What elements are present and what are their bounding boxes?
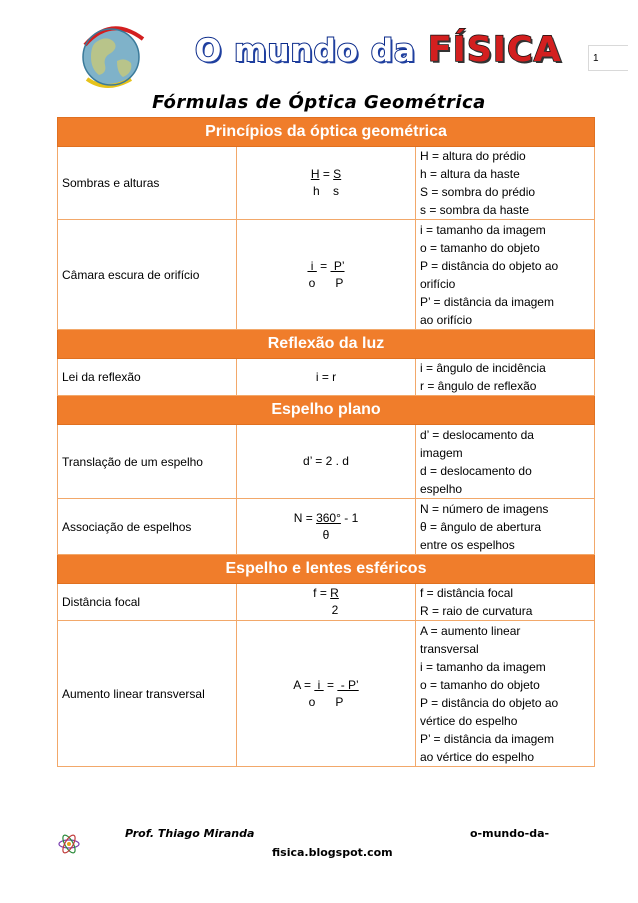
legend-line: espelho bbox=[420, 481, 463, 496]
formula-denominator: o P bbox=[308, 694, 344, 709]
site-url-line2: fisica.blogspot.com bbox=[272, 846, 393, 859]
formula-denominator: o P bbox=[308, 275, 344, 290]
page-number: 1 bbox=[588, 45, 628, 71]
formula-operator: - 1 bbox=[340, 510, 359, 525]
legend-line: vértice do espelho bbox=[420, 713, 518, 728]
site-url-line1: o-mundo-da- bbox=[470, 827, 550, 840]
formula-cell bbox=[237, 621, 416, 767]
legend-line: P’ = distância da imagem bbox=[420, 294, 554, 309]
legend-line: ao vértice do espelho bbox=[420, 749, 535, 764]
table-row bbox=[58, 621, 595, 767]
formula-legend bbox=[416, 220, 595, 330]
formula-cell: i = r bbox=[237, 359, 416, 396]
brand-text-part2: FÍSICA bbox=[427, 30, 562, 70]
formula-operator: = bbox=[323, 677, 338, 692]
formula-cell: d’ = 2 . d bbox=[237, 425, 416, 499]
formula-denominator: h s bbox=[312, 184, 339, 198]
table-row bbox=[58, 220, 595, 330]
formula-legend bbox=[416, 359, 595, 396]
author-name: Prof. Thiago Miranda bbox=[125, 827, 255, 840]
section-title: Espelho plano bbox=[58, 396, 595, 425]
formula-cell bbox=[237, 584, 416, 621]
legend-line: A = aumento linear bbox=[420, 623, 521, 638]
legend-line: imagem bbox=[420, 445, 463, 460]
formula-term: P’ bbox=[330, 258, 345, 273]
table-row bbox=[58, 584, 595, 621]
formula-name: Lei da reflexão bbox=[58, 359, 237, 396]
formula-operator: A = bbox=[293, 677, 315, 692]
formula-legend bbox=[416, 584, 595, 621]
table-row bbox=[58, 147, 595, 220]
formula-name: Translação de um espelho bbox=[58, 425, 237, 499]
formula-denominator: θ bbox=[322, 527, 330, 542]
legend-line: P’ = distância da imagem bbox=[420, 731, 554, 746]
formula-legend bbox=[416, 499, 595, 555]
atom-icon bbox=[58, 833, 80, 855]
formula-name: Sombras e alturas bbox=[58, 147, 237, 220]
formula-legend bbox=[416, 621, 595, 767]
section-title: Princípios da óptica geométrica bbox=[58, 118, 595, 147]
formula-term: H bbox=[310, 167, 320, 181]
section-title: Reflexão da luz bbox=[58, 330, 595, 359]
formula-cell bbox=[237, 220, 416, 330]
legend-line: h = altura da haste bbox=[420, 167, 520, 181]
table-row bbox=[58, 359, 595, 396]
formula-numerator bbox=[241, 166, 411, 183]
legend-line: H = altura do prédio bbox=[420, 149, 526, 163]
brand-text-part1: O mundo da bbox=[195, 33, 428, 69]
section-header-row bbox=[58, 330, 595, 359]
formula-name: Câmara escura de orifício bbox=[58, 220, 237, 330]
formula-numerator bbox=[241, 510, 411, 527]
table-row bbox=[58, 499, 595, 555]
formula-operator: f = bbox=[313, 586, 331, 600]
formula-name: Aumento linear transversal bbox=[58, 621, 237, 767]
legend-line: R = raio de curvatura bbox=[420, 604, 533, 618]
formula-operator: = bbox=[319, 167, 334, 181]
legend-line: P = distância do objeto ao bbox=[420, 258, 559, 273]
formula-numerator bbox=[241, 258, 411, 275]
formula-cell bbox=[237, 499, 416, 555]
formula-term: S bbox=[333, 167, 342, 181]
legend-line: d’ = deslocamento da bbox=[420, 427, 534, 442]
section-header-row bbox=[58, 118, 595, 147]
legend-line: r = ângulo de reflexão bbox=[420, 379, 537, 393]
formula-term: 360° bbox=[316, 510, 341, 525]
legend-line: i = tamanho da imagem bbox=[420, 659, 546, 674]
formula-name: Associação de espelhos bbox=[58, 499, 237, 555]
legend-line: θ = ângulo de abertura bbox=[420, 519, 542, 534]
legend-line: s = sombra da haste bbox=[420, 203, 530, 217]
formula-term: - P’ bbox=[337, 677, 359, 692]
document-title: Fórmulas de Óptica Geométrica bbox=[152, 92, 486, 113]
table-row bbox=[58, 425, 595, 499]
formula-term: i bbox=[307, 258, 317, 273]
legend-line: i = tamanho da imagem bbox=[420, 222, 546, 237]
formula-numerator bbox=[241, 677, 411, 694]
section-header-row bbox=[58, 555, 595, 584]
legend-line: o = tamanho do objeto bbox=[420, 240, 540, 255]
formula-operator: N = bbox=[293, 510, 317, 525]
legend-line: i = ângulo de incidência bbox=[420, 361, 546, 375]
legend-line: P = distância do objeto ao bbox=[420, 695, 559, 710]
formula-numerator bbox=[241, 585, 411, 602]
legend-line: entre os espelhos bbox=[420, 537, 515, 552]
formula-term: R bbox=[330, 586, 339, 600]
section-title: Espelho e lentes esféricos bbox=[58, 555, 595, 584]
legend-line: f = distância focal bbox=[420, 586, 514, 600]
formula-name: Distância focal bbox=[58, 584, 237, 621]
formula-legend bbox=[416, 147, 595, 220]
brand-wordmark bbox=[195, 30, 562, 70]
section-header-row bbox=[58, 396, 595, 425]
formula-operator: = bbox=[316, 258, 331, 273]
globe-logo-icon bbox=[77, 15, 145, 93]
legend-line: S = sombra do prédio bbox=[420, 185, 536, 199]
legend-line: ao orifício bbox=[420, 312, 473, 327]
legend-line: N = número de imagens bbox=[420, 501, 549, 516]
legend-line: o = tamanho do objeto bbox=[420, 677, 540, 692]
legend-line: transversal bbox=[420, 641, 479, 656]
formula-denominator: 2 bbox=[331, 603, 339, 617]
legend-line: d = deslocamento do bbox=[420, 463, 532, 478]
formula-term: i bbox=[314, 677, 324, 692]
formula-legend bbox=[416, 425, 595, 499]
formula-cell bbox=[237, 147, 416, 220]
legend-line: orifício bbox=[420, 276, 456, 291]
formula-table bbox=[57, 117, 595, 767]
